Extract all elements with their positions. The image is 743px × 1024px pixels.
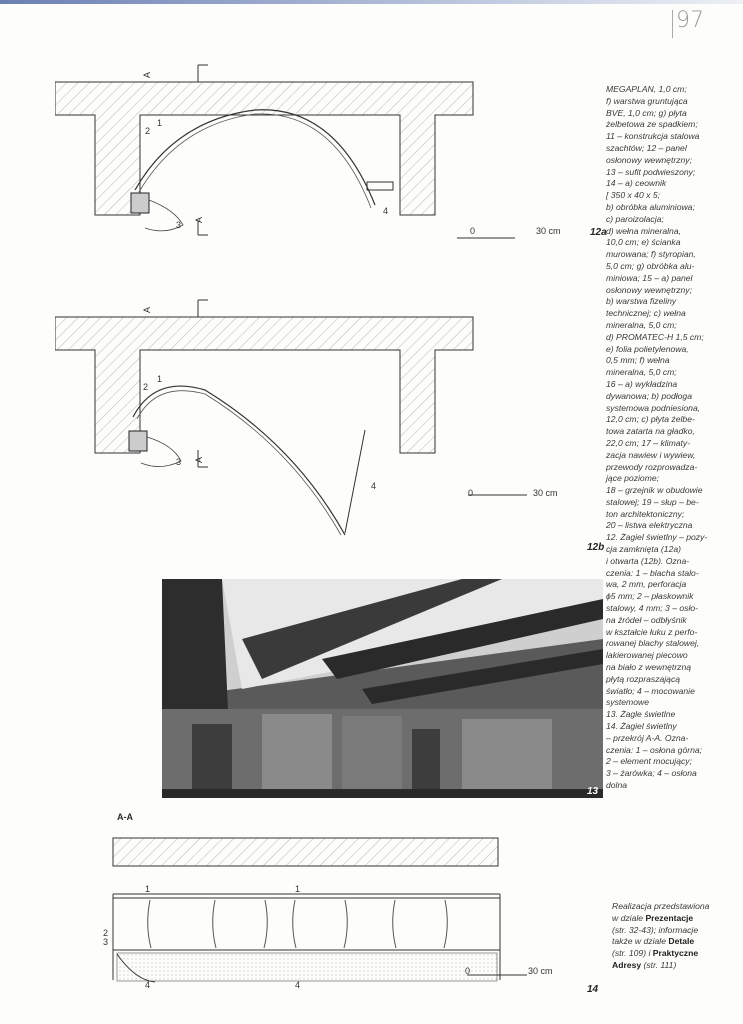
figure-label-14: 14: [587, 984, 599, 995]
caption-line: – przekrój A-A. Ozna-: [606, 732, 689, 743]
scale-zero-12b: 0: [468, 488, 474, 498]
credit-text: (str. 109) i: [612, 948, 653, 959]
caption-line: c) paroizolacja;: [606, 213, 664, 224]
caption-line: i otwarta (12b). Ozna-: [606, 555, 690, 566]
drawing-14: [95, 830, 535, 1005]
caption-line: mineralna, 5,0 cm;: [606, 319, 677, 330]
scale-zero-14: 0: [465, 966, 471, 976]
credit-line: [612, 936, 732, 948]
caption-line: 18 – grzejnik w obudowie: [606, 485, 703, 496]
caption-line: płytą rozpraszającą: [606, 673, 681, 684]
callout-3-14: 3: [103, 937, 109, 947]
credit-text: także w dziale: [612, 936, 669, 947]
credit-line: [612, 913, 732, 925]
caption-line: miniowa; 15 – a) panel: [606, 272, 693, 283]
callout-4-12b: 4: [371, 481, 377, 491]
caption-line: 2 – element mocujący;: [606, 756, 692, 767]
caption-line: 3 – żarówka; 4 – osłona: [606, 768, 697, 779]
drawing-12a: [55, 60, 615, 245]
callout-2-14: 2: [103, 928, 109, 938]
callout-1b-14: 1: [295, 884, 301, 894]
scale-label-12a: 30 cm: [536, 226, 561, 236]
credit-line: Realizacja przedstawiona: [612, 901, 710, 911]
caption-line: czenia: 1 – blacha stalo-: [606, 567, 699, 578]
caption-line: przewody rozprowadza-: [606, 461, 698, 472]
caption-line: wa, 2 mm, perforacja: [606, 579, 687, 590]
page-number: 97: [676, 8, 704, 33]
drawing-12b: [55, 295, 615, 545]
section-marker-bottom-12b: A: [194, 456, 205, 464]
section-marker-top-12a: A: [142, 71, 153, 79]
callout-4b-14: 4: [295, 980, 301, 990]
caption-line: technicznej; c) wełna: [606, 308, 686, 319]
callout-1-12a: 1: [157, 118, 163, 128]
caption-line: systemowe: [606, 697, 649, 708]
credit-line: [612, 948, 732, 960]
credit-line: (str. 32-43); informacje: [612, 924, 699, 935]
figure-label-13: 13: [587, 786, 599, 797]
caption-line: cja zamknięta (12a): [606, 544, 681, 555]
caption-line: w kształcie łuku z perfo-: [606, 626, 698, 637]
caption-line: 10,0 cm; e) ścianka: [606, 237, 681, 248]
credit-link-detale[interactable]: Detale: [668, 936, 695, 947]
credit-link-adresy[interactable]: Adresy: [612, 959, 642, 970]
figure-label-12b: 12b: [587, 542, 605, 553]
scale-zero-12a: 0: [470, 226, 476, 236]
caption-line: 14. Żagiel świetlny: [606, 721, 677, 732]
callout-4-12a: 4: [383, 206, 389, 216]
caption-line: 13 – sufit podwieszony;: [606, 166, 696, 177]
caption-line: b) obróbka aluminiowa;: [606, 201, 695, 212]
caption-line: ton architektoniczny;: [606, 508, 685, 519]
caption-line: stalowej; 19 – słup – be-: [606, 496, 699, 507]
top-color-bar: [0, 0, 743, 4]
photo-light-sails: [162, 579, 603, 798]
caption-line: 14 – a) ceownik: [606, 178, 667, 189]
caption-line: towa zatarta na gładko,: [606, 426, 695, 437]
caption-line: jące poziome;: [606, 473, 660, 484]
figure-label-12a: 12a: [590, 227, 607, 238]
caption-line: stalowy, 4 mm; 3 – osło-: [606, 603, 699, 614]
caption-line: d) PROMATEC-H 1,5 cm;: [606, 331, 704, 342]
credit-text: w dziale: [612, 912, 646, 923]
scale-label-12b: 30 cm: [533, 488, 558, 498]
caption-line: systemowa podniesiona,: [606, 402, 701, 413]
caption-line: osłonowy wewnętrzny;: [606, 284, 692, 295]
section-label-aa: A-A: [117, 812, 133, 822]
caption-line: na biało z wewnętrzną: [606, 662, 692, 673]
caption-line: zacja nawiew i wywiew,: [606, 449, 696, 460]
caption-line: światło; 4 – mocowanie: [606, 685, 695, 696]
caption-line: osłonowy wewnętrzny;: [606, 154, 692, 165]
credit-text: (str. 111): [641, 959, 677, 970]
caption-line: d) wełna mineralna,: [606, 225, 681, 236]
callout-2-12a: 2: [145, 126, 151, 136]
caption-line: 12,0 cm; c) płyta żelbe-: [606, 414, 695, 425]
caption-line: 12. Żagiel świetlny – pozy-: [606, 532, 708, 543]
caption-text: [606, 84, 728, 792]
caption-line: dywanowa; b) podłoga: [606, 390, 692, 401]
credit-link-prezentacje[interactable]: Prezentacje: [645, 912, 694, 923]
caption-line: e) folia polietylenowa,: [606, 343, 689, 354]
caption-line: ϕ5 mm; 2 – płaskownik: [606, 591, 694, 602]
caption-line: lakierowanej piecowo: [606, 650, 688, 661]
caption-line: [ 350 x 40 x 5;: [606, 190, 660, 201]
caption-line: MEGAPLAN, 1,0 cm;: [606, 84, 687, 94]
caption-line: żelbetowa ze spadkiem;: [606, 119, 698, 130]
caption-line: f) warstwa gruntująca: [606, 95, 688, 106]
caption-line: na źródeł – odbłyśnik: [606, 614, 687, 625]
caption-line: 22,0 cm; 17 – klimaty-: [606, 437, 691, 448]
section-marker-bottom-12a: A: [194, 216, 205, 224]
credit-line: [612, 960, 732, 972]
caption-line: 20 – listwa elektryczna: [606, 520, 693, 531]
caption-line: 5,0 cm; g) obróbka alu-: [606, 260, 695, 271]
callout-3-12b: 3: [176, 457, 182, 467]
caption-line: mineralna, 5,0 cm;: [606, 367, 677, 378]
caption-line: szachtów; 12 – panel: [606, 142, 687, 153]
caption-line: 16 – a) wykładzina: [606, 378, 678, 389]
caption-line: czenia: 1 – osłona górna;: [606, 744, 703, 755]
caption-line: 0,5 mm; f) wełna: [606, 355, 670, 366]
callout-1a-14: 1: [145, 884, 151, 894]
callout-2-12b: 2: [143, 382, 149, 392]
caption-line: dolna: [606, 780, 628, 791]
caption-line: 11 – konstrukcja stalowa: [606, 131, 700, 142]
callout-3-12a: 3: [176, 220, 182, 230]
caption-line: BVE, 1,0 cm; g) płyta: [606, 107, 687, 118]
callout-4a-14: 4: [145, 980, 151, 990]
caption-line: b) warstwa fizeliny: [606, 296, 677, 307]
page-number-rule: [672, 10, 673, 38]
caption-line: murowana; f) styropian,: [606, 249, 696, 260]
section-marker-top-12b: A: [142, 306, 153, 314]
credit-link-praktyczne[interactable]: Praktyczne: [652, 948, 699, 959]
scale-label-14: 30 cm: [528, 966, 553, 976]
credit-note: [612, 901, 732, 972]
caption-line: rowanej blachy stalowej,: [606, 638, 700, 649]
callout-1-12b: 1: [157, 374, 163, 384]
caption-line: 13. Żagle świetlne: [606, 709, 676, 720]
